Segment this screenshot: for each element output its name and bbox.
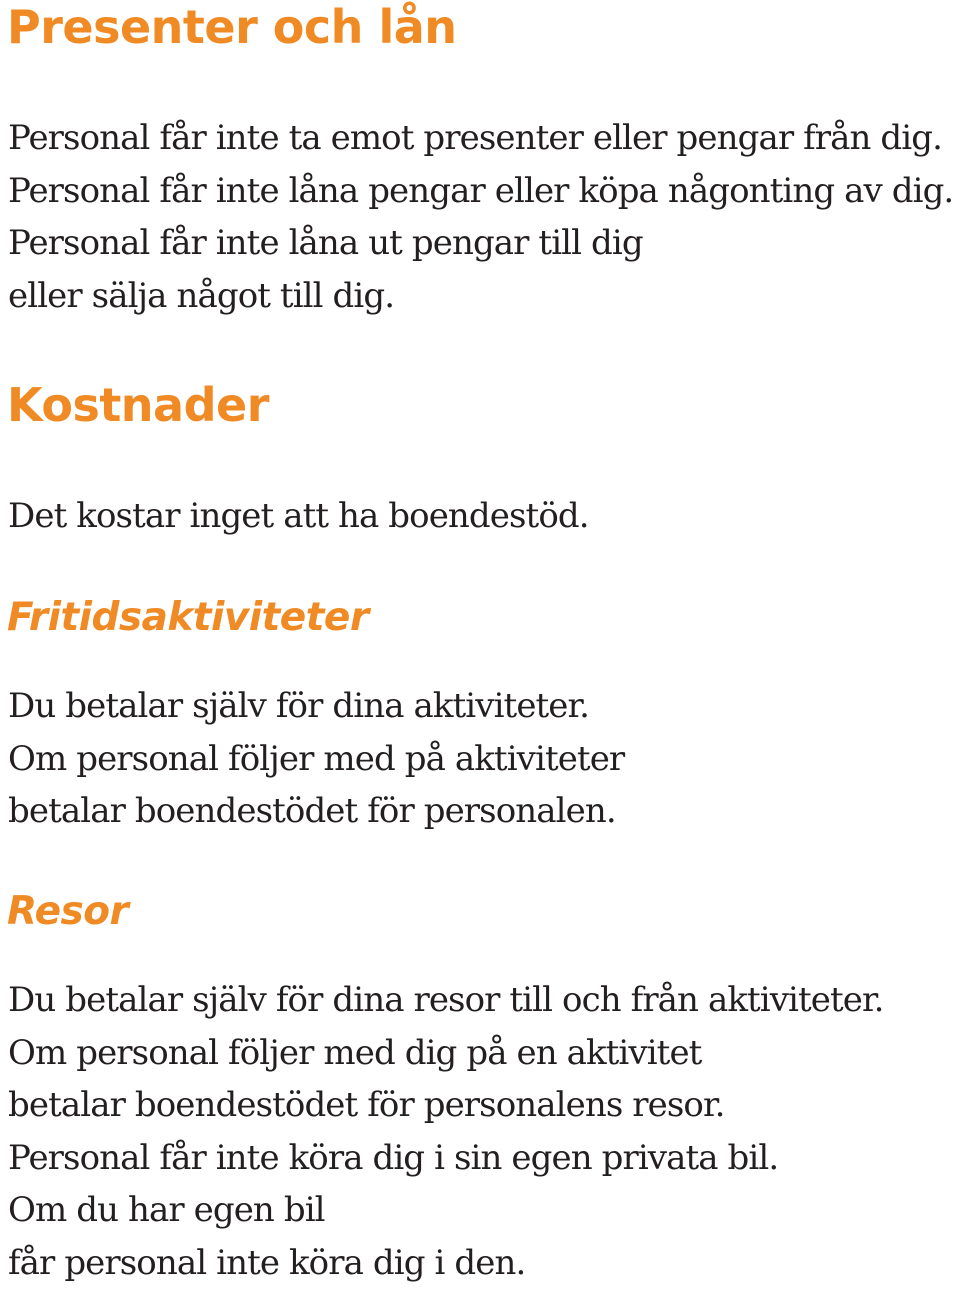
heading-resor: Resor <box>7 892 128 931</box>
text-line: betalar boendestödet för personalens resor. <box>8 1079 884 1132</box>
text-line: Om personal följer med dig på en aktivitet <box>8 1027 884 1080</box>
text-line: Personal får inte låna pengar eller köpa någonting av dig. <box>8 165 953 218</box>
paragraph-kostnader <box>8 490 589 543</box>
paragraph-fritidsaktiviteter <box>8 680 624 838</box>
text-line: betalar boendestödet för personalen. <box>8 785 624 838</box>
text-line: Personal får inte ta emot presenter eller pengar från dig. <box>8 112 953 165</box>
text-line: eller sälja något till dig. <box>8 270 953 323</box>
text-line: Du betalar själv för dina aktiviteter. <box>8 680 624 733</box>
heading-presenter-och-lan: Presenter och lån <box>7 4 457 50</box>
text-line: Om personal följer med på aktiviteter <box>8 733 624 786</box>
text-line: Personal får inte köra dig i sin egen privata bil. <box>8 1132 884 1185</box>
text-line: Du betalar själv för dina resor till och från aktiviteter. <box>8 974 884 1027</box>
paragraph-resor <box>8 974 884 1289</box>
text-line: får personal inte köra dig i den. <box>8 1237 884 1289</box>
heading-fritidsaktiviteter: Fritidsaktiviteter <box>7 598 369 637</box>
text-line: Personal får inte låna ut pengar till dig <box>8 217 953 270</box>
paragraph-presenter-och-lan <box>8 112 953 322</box>
text-line: Det kostar inget att ha boendestöd. <box>8 490 589 543</box>
heading-kostnader: Kostnader <box>7 382 269 428</box>
text-line: Om du har egen bil <box>8 1184 884 1237</box>
